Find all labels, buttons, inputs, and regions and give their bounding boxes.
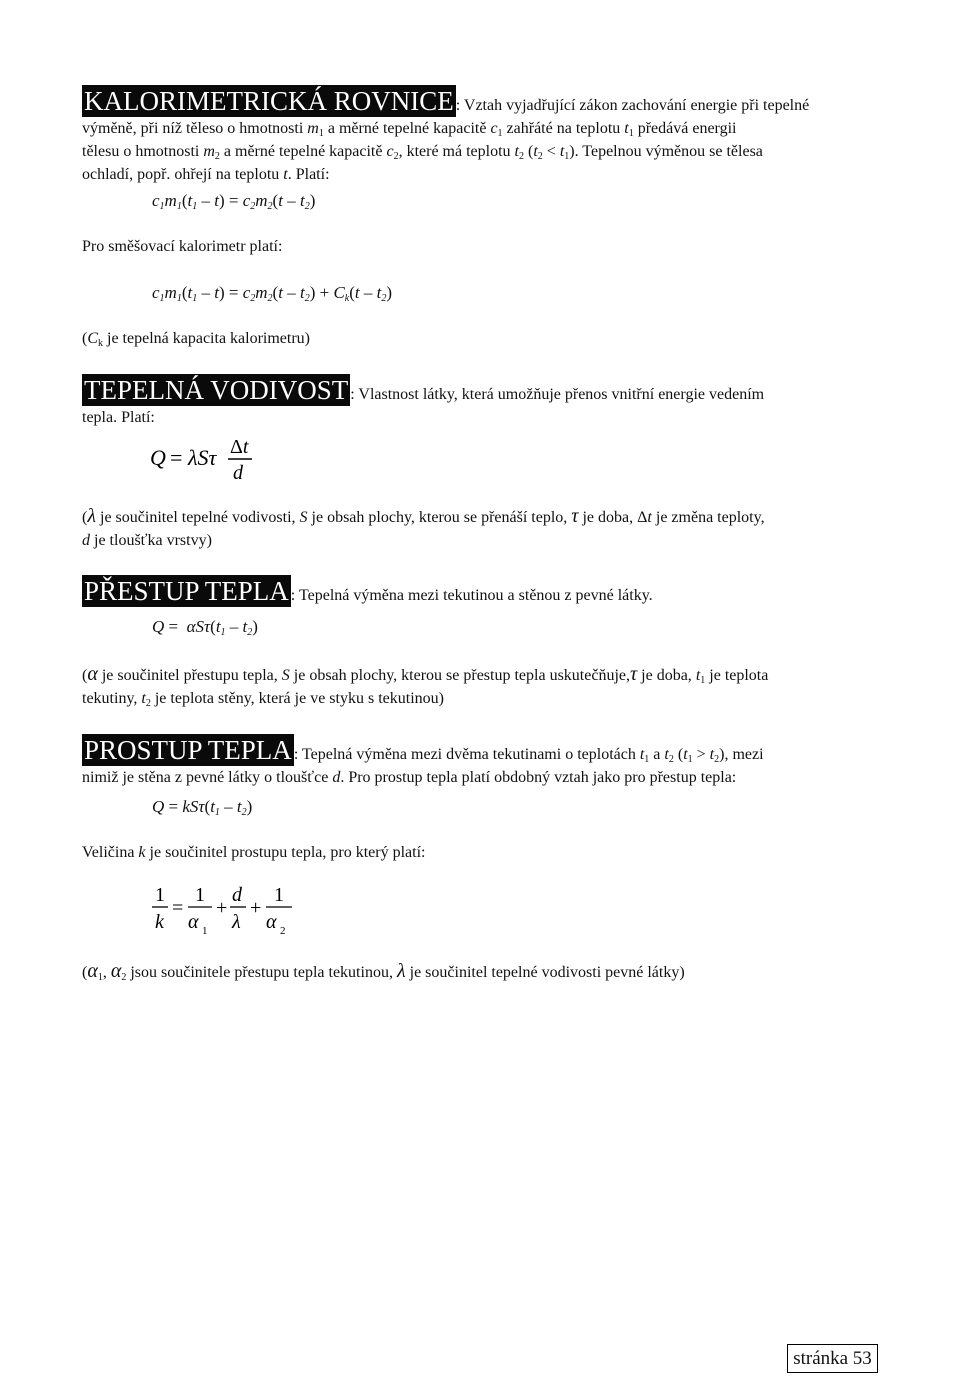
svg-text:1: 1 bbox=[155, 884, 165, 906]
formula-mixing-calorimeter: $c_1m_1(t_1 - t) = c_2m_2(t - t_2) + C_k(t - t_2)$ bbox=[152, 283, 393, 304]
svg-text:λ: λ bbox=[232, 911, 241, 933]
formula-calorimetric-equation: $c_1m_1(t_1 - t) = c_2m_2(t - t_2)$ bbox=[152, 191, 316, 212]
k-definition-text: Veličina k je součinitel prostupu tepla, pro který platí: bbox=[82, 844, 426, 861]
svg-text:α: α bbox=[188, 911, 199, 933]
svg-text:k: k bbox=[155, 911, 164, 933]
section-heat-transfer: PŘESTUP TEPLA : Tepelná výměna mezi tekutinou a stěnou z pevné látky. bbox=[84, 576, 653, 606]
svg-text:Q: Q bbox=[150, 445, 166, 470]
formula-heat-transmission: $Q = kS\tau(t_1 - t_2)$ bbox=[152, 797, 253, 818]
formula-thermal-conductivity bbox=[148, 434, 258, 484]
svg-text:Δt: Δt bbox=[230, 436, 249, 458]
svg-text:d: d bbox=[232, 884, 242, 906]
svg-text:d: d bbox=[233, 462, 243, 484]
heading-calorimetric-equation: KALORIMETRICKÁ ROVNICE bbox=[84, 86, 454, 116]
svg-text:λSτ: λSτ bbox=[188, 445, 217, 470]
heading-heat-transmission: PROSTUP TEPLA bbox=[84, 735, 292, 765]
section-heat-transmission: PROSTUP TEPLA : Tepelná výměna mezi dvěma tekutinami o teplotách $t_1$ a $t_2$ $(t_1 > t_2)$, mezi nimiž je stěna z pevné látky o tloušťce d. Pro prostup tepla platí obdobný vztah jako pro přestup tepla: bbox=[82, 735, 764, 786]
svg-text:1: 1 bbox=[274, 884, 284, 906]
svg-text:=: = bbox=[172, 897, 184, 919]
mixer-text: Pro směšovací kalorimetr platí: bbox=[82, 238, 283, 255]
svg-text:+: + bbox=[216, 897, 228, 919]
page-number: stránka 53 bbox=[787, 1344, 878, 1373]
thermal-conductivity-note: (λ je součinitel tepelné vodivosti, S je obsah plochy, kterou se přenáší teplo, τ je doba, Δt je změna teploty, d je tloušťka vrstvy) bbox=[82, 505, 765, 549]
svg-text:=: = bbox=[170, 445, 183, 470]
svg-text:1: 1 bbox=[195, 884, 205, 906]
section-thermal-conductivity: TEPELNÁ VODIVOST : Vlastnost látky, která umožňuje přenos vnitřní energie vedením tepla. Platí: bbox=[82, 375, 765, 426]
calorimeter-note: ($C_k$ je tepelná kapacita kalorimetru) bbox=[82, 330, 311, 349]
formula-heat-transfer: $Q = \alpha S\tau(t_1 - t_2)$ bbox=[152, 617, 258, 638]
heading-thermal-conductivity: TEPELNÁ VODIVOST bbox=[84, 375, 349, 405]
transmission-note: ($\alpha_1$, $\alpha_2$ jsou součinitele přestupu tepla tekutinou, λ je součinitel tepelné vodivosti pevné látky) bbox=[82, 960, 685, 983]
heat-transfer-note: (α je součinitel přestupu tepla, S je obsah plochy, kterou se přestup tepla uskutečňuje,τ je doba, $t_1$ je teplota tekutiny, $t_2$ je teplota stěny, která je ve styku s tekutinou) bbox=[82, 663, 769, 709]
formula-transmission-coefficient bbox=[150, 882, 310, 942]
heading-heat-transfer: PŘESTUP TEPLA bbox=[84, 576, 289, 606]
svg-text:1: 1 bbox=[202, 925, 208, 937]
svg-text:α: α bbox=[266, 911, 277, 933]
calorimetric-intro: KALORIMETRICKÁ ROVNICE : Vztah vyjadřující zákon zachování energie při tepelné výměně, při níž těleso o hmotnosti $m_1$ a měrné tepelné kapacitě $c_1$ zahřáté na teplotu $t_1$ předává energii tělesu o hmotnosti $m_2$ a měrné tepelné kapacitě $c_2$, které má teplotu $t_2$ $(t_2 < t_1)$. Tepelnou výměnou se tělesa ochladí, popř. ohřejí na teplotu t. Platí: bbox=[82, 86, 810, 183]
svg-text:+: + bbox=[250, 897, 262, 919]
section-calorimetric bbox=[82, 85, 882, 186]
svg-text:2: 2 bbox=[280, 925, 286, 937]
